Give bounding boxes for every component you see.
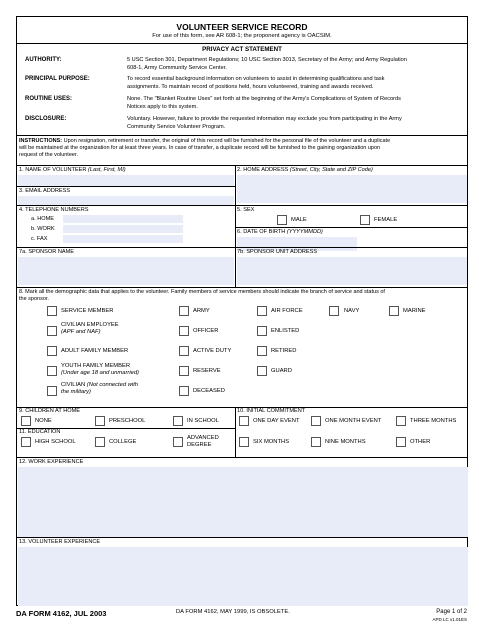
civilian-employee-label: CIVILIAN EMPLOYEE (APF and NAF)	[61, 322, 119, 335]
purpose-label: PRINCIPAL PURPOSE:	[25, 76, 90, 82]
education-label: 11. EDUCATION	[19, 429, 61, 435]
children-preschool-checkbox[interactable]	[95, 416, 105, 426]
children-in-school-checkbox[interactable]	[173, 416, 183, 426]
sponsor-name-label: 7a. SPONSOR NAME	[19, 249, 75, 255]
instructions-line-2: will be maintained at the organization for at least three years. In case of transfer, a duplicate record will be furnished to the gaining organization upon	[19, 145, 381, 151]
commitment-six-months-checkbox[interactable]	[239, 437, 249, 447]
disclosure-text-2: Community Service Volunteer Program.	[127, 124, 226, 130]
form-title: VOLUNTEER SERVICE RECORD	[176, 22, 308, 32]
commitment-nine-months-label: NINE MONTHS	[325, 439, 366, 445]
phone-home-label: a. HOME	[31, 216, 55, 222]
deceased-label: DECEASED	[193, 388, 225, 394]
army-checkbox[interactable]	[179, 306, 189, 316]
marine-checkbox[interactable]	[389, 306, 399, 316]
name-label: 1. NAME OF VOLUNTEER (Last, First, MI)	[19, 167, 126, 173]
volunteer-service-record-form	[16, 16, 468, 606]
children-in-school-label: IN SCHOOL	[187, 418, 219, 424]
commitment-six-months-label: SIX MONTHS	[253, 439, 290, 445]
telephone-label: 4. TELEPHONE NUMBERS	[19, 207, 89, 213]
education-college-checkbox[interactable]	[95, 437, 105, 447]
sex-male-label: MALE	[291, 217, 307, 223]
education-high-school-label: HIGH SCHOOL	[35, 439, 76, 445]
retired-checkbox[interactable]	[257, 346, 267, 356]
children-preschool-label: PRESCHOOL	[109, 418, 146, 424]
navy-checkbox[interactable]	[329, 306, 339, 316]
home-address-label: 2. HOME ADDRESS (Street, City, State and ZIP Code)	[237, 167, 373, 173]
active-duty-label: ACTIVE DUTY	[193, 348, 232, 354]
youth-family-label: YOUTH FAMILY MEMBER (Under age 18 and unmarried)	[61, 363, 139, 376]
sponsor-name-field[interactable]	[18, 257, 234, 285]
enlisted-checkbox[interactable]	[257, 326, 267, 336]
commitment-label: 10. INITIAL COMMITMENT	[237, 408, 306, 414]
active-duty-checkbox[interactable]	[179, 346, 189, 356]
sponsor-unit-field[interactable]	[237, 257, 467, 285]
routine-text-1: None. The "Blanket Routine Uses" set forth at the beginning of the Army's Complications of System of Records	[127, 96, 401, 102]
marine-label: MARINE	[403, 308, 426, 314]
reserve-checkbox[interactable]	[179, 366, 189, 376]
version-label: APD LC v1.01ES	[432, 617, 467, 622]
obsolete-note: DA FORM 4162, MAY 1999, IS OBSOLETE.	[176, 609, 290, 615]
reserve-label: RESERVE	[193, 368, 221, 374]
phone-work-label: b. WORK	[31, 226, 55, 232]
authority-label: AUTHORITY:	[25, 57, 62, 63]
dob-label: 6. DATE OF BIRTH (YYYYMMDD)	[237, 229, 323, 235]
purpose-text-2: assignments. To maintain record of positions held, hours volunteered, training and awards received.	[127, 84, 374, 90]
children-none-checkbox[interactable]	[21, 416, 31, 426]
commitment-nine-months-checkbox[interactable]	[311, 437, 321, 447]
commitment-one-month-label: ONE MONTH EVENT	[325, 418, 382, 424]
officer-checkbox[interactable]	[179, 326, 189, 336]
guard-checkbox[interactable]	[257, 366, 267, 376]
service-member-checkbox[interactable]	[47, 306, 57, 316]
adult-family-label: ADULT FAMILY MEMBER	[61, 348, 129, 354]
form-subtitle: For use of this form, see AR 608-1; the proponent agency is OACSIM.	[152, 33, 332, 39]
email-label: 3. EMAIL ADDRESS	[19, 188, 71, 194]
disclosure-text-1: Voluntary. However, failure to provide the requested information may exclude you from participating in the Army	[127, 116, 402, 122]
retired-label: RETIRED	[271, 348, 297, 354]
civilian-label: CIVILIAN (Not connected with the military)	[61, 382, 139, 395]
sex-label: 5. SEX	[237, 207, 255, 213]
sex-male-checkbox[interactable]	[277, 215, 287, 225]
enlisted-label: ENLISTED	[271, 328, 300, 334]
phone-home-field[interactable]	[63, 215, 183, 223]
authority-text-1: 5 USC Section 301, Department Regulations; 10 USC Section 3013, Secretary of the Army; and Army Regulation	[127, 57, 407, 63]
commitment-three-months-checkbox[interactable]	[396, 416, 406, 426]
children-label: 9. CHILDREN AT HOME	[19, 408, 81, 414]
civilian-checkbox[interactable]	[47, 386, 57, 396]
work-experience-field[interactable]	[18, 467, 468, 537]
commitment-one-day-label: ONE DAY EVENT	[253, 418, 300, 424]
home-address-field[interactable]	[237, 175, 467, 203]
privacy-heading: PRIVACY ACT STATEMENT	[202, 46, 282, 53]
navy-label: NAVY	[344, 308, 360, 314]
email-field[interactable]	[18, 196, 234, 205]
sponsor-unit-label: 7b. SPONSOR UNIT ADDRESS	[237, 249, 318, 255]
instructions-line-1: INSTRUCTIONS: Upon resignation, retirement or transfer, the original of this record will be furnished for the personal file of the volunteer and a duplicate	[19, 138, 391, 144]
education-advanced-checkbox[interactable]	[173, 437, 183, 447]
air-force-label: AIR FORCE	[271, 308, 303, 314]
education-college-label: COLLEGE	[109, 439, 137, 445]
phone-fax-label: c. FAX	[31, 236, 48, 242]
form-id: DA FORM 4162, JUL 2003	[16, 609, 107, 618]
demographics-text-1: 8. Mark all the demographic data that applies to the volunteer. Family members of service members should indicate the branch of service and status of	[19, 289, 385, 295]
commitment-other-checkbox[interactable]	[396, 437, 406, 447]
page-number: Page 1 of 2	[436, 609, 467, 615]
sex-female-label: FEMALE	[374, 217, 398, 223]
phone-fax-field[interactable]	[63, 235, 183, 243]
commitment-other-label: OTHER	[410, 439, 431, 445]
civilian-employee-checkbox[interactable]	[47, 326, 57, 336]
commitment-one-day-checkbox[interactable]	[239, 416, 249, 426]
army-label: ARMY	[193, 308, 210, 314]
education-advanced-label: ADVANCED DEGREE	[187, 435, 219, 448]
service-member-label: SERVICE MEMBER	[61, 308, 114, 314]
routine-text-2: Notices apply to this system.	[127, 104, 198, 110]
commitment-three-months-label: THREE MONTHS	[410, 418, 457, 424]
purpose-text-1: To record essential background information on volunteers to assist in determining qualifications and task	[127, 76, 385, 82]
work-experience-label: 12. WORK EXPERIENCE	[19, 459, 84, 465]
deceased-checkbox[interactable]	[179, 386, 189, 396]
adult-family-checkbox[interactable]	[47, 346, 57, 356]
phone-work-field[interactable]	[63, 225, 183, 233]
sex-female-checkbox[interactable]	[360, 215, 370, 225]
officer-label: OFFICER	[193, 328, 219, 334]
guard-label: GUARD	[271, 368, 292, 374]
volunteer-experience-label: 13. VOLUNTEER EXPERIENCE	[19, 539, 101, 545]
demographics-text-2: the sponsor.	[19, 296, 49, 302]
air-force-checkbox[interactable]	[257, 306, 267, 316]
youth-family-checkbox[interactable]	[47, 366, 57, 376]
authority-text-2: 608-1, Army Community Service Center.	[127, 65, 227, 71]
children-none-label: NONE	[35, 418, 52, 424]
commitment-one-month-checkbox[interactable]	[311, 416, 321, 426]
education-high-school-checkbox[interactable]	[21, 437, 31, 447]
name-field[interactable]	[18, 175, 234, 186]
disclosure-label: DISCLOSURE:	[25, 116, 67, 122]
instructions-line-3: request of the volunteer.	[19, 152, 79, 158]
routine-label: ROUTINE USES:	[25, 96, 73, 102]
volunteer-experience-field[interactable]	[18, 547, 468, 606]
